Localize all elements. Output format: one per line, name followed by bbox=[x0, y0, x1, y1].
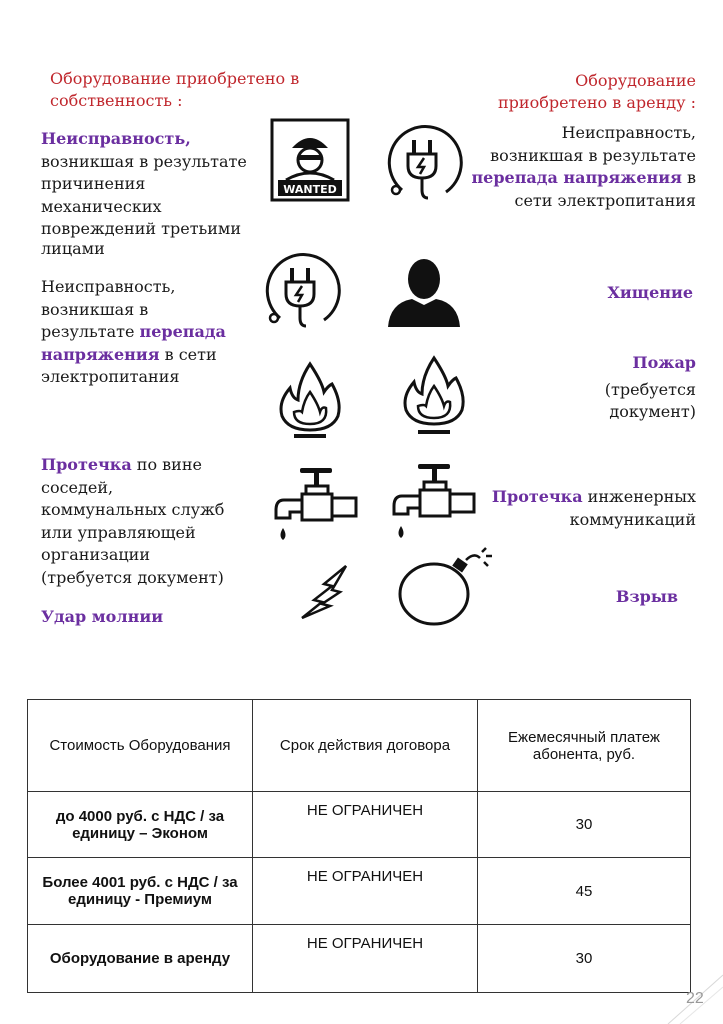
person-silhouette-icon bbox=[386, 255, 462, 327]
left-heading: Оборудование приобретено в собственность : bbox=[50, 69, 300, 110]
fire-icon bbox=[276, 362, 344, 440]
right-item-theft: Хищение bbox=[607, 283, 693, 302]
plug-icon bbox=[382, 120, 466, 204]
table-header-row bbox=[28, 700, 691, 792]
row-label: до 4000 руб. с НДС / за единицу – Эконом bbox=[28, 792, 253, 858]
table-row bbox=[28, 792, 691, 858]
bomb-icon bbox=[394, 548, 498, 628]
header-equipment-cost: Стоимость Оборудования bbox=[28, 700, 253, 792]
plug-icon bbox=[260, 248, 344, 332]
page-number: 22 bbox=[686, 990, 704, 1007]
row-payment: 45 bbox=[478, 858, 691, 925]
pricing-table bbox=[27, 699, 691, 993]
right-item-explosion: Взрыв bbox=[615, 587, 678, 606]
row-label: Оборудование в аренду bbox=[28, 925, 253, 993]
left-item-voltage-surge: Неисправность, возникшая в результате перепада напряжения в сети электропитания bbox=[41, 277, 226, 386]
table-row bbox=[28, 858, 691, 925]
row-payment: 30 bbox=[478, 792, 691, 858]
faucet-icon bbox=[388, 460, 480, 544]
right-item-leak: Протечка инженерных коммуникаций bbox=[491, 487, 696, 529]
header-contract-term: Срок действия договора bbox=[253, 700, 478, 792]
wanted-poster-icon bbox=[270, 118, 350, 202]
wanted-label: WANTED bbox=[283, 183, 337, 196]
row-label: Более 4001 руб. с НДС / за единицу - Премиум bbox=[28, 858, 253, 925]
left-item-leak: Протечка по вине соседей, коммунальных служб или управляющей организации (требуется документ) bbox=[41, 455, 225, 587]
fire-icon bbox=[400, 356, 468, 436]
right-item-fire: Пожар (требуется документ) bbox=[604, 353, 696, 421]
left-item-lightning: Удар молнии bbox=[41, 607, 164, 626]
row-term: НЕ ОГРАНИЧЕН bbox=[253, 792, 478, 858]
table-row bbox=[28, 925, 691, 993]
faucet-icon bbox=[270, 464, 362, 546]
header-monthly-payment: Ежемесячный платеж абонента, руб. bbox=[478, 700, 691, 792]
lightning-icon bbox=[296, 562, 356, 622]
right-item-voltage-surge: Неисправность, возникшая в результате перепада напряжения в сети электропитания bbox=[471, 123, 696, 210]
row-term: НЕ ОГРАНИЧЕН bbox=[253, 858, 478, 925]
right-heading: Оборудование приобретено в аренду : bbox=[498, 71, 696, 112]
left-item-third-party-damage: Неисправность, возникшая в результате причинения механических повреждений третьими лицами bbox=[41, 129, 247, 258]
row-payment: 30 bbox=[478, 925, 691, 993]
row-term: НЕ ОГРАНИЧЕН bbox=[253, 925, 478, 993]
